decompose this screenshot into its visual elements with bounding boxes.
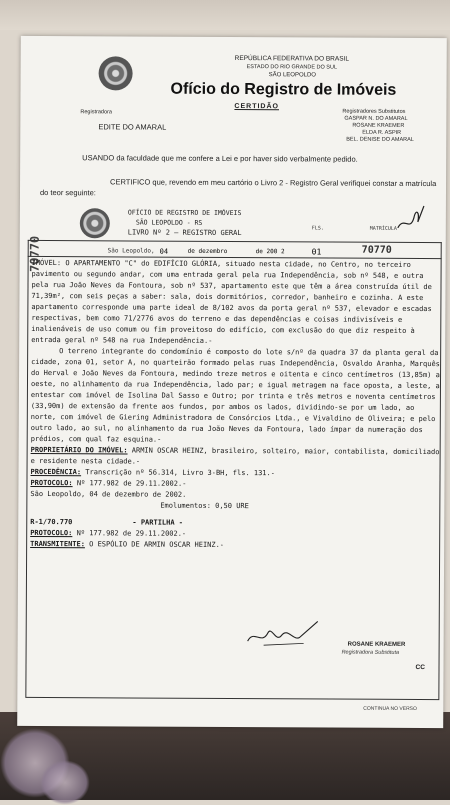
date-year: de 200 2 bbox=[255, 248, 285, 256]
owner-text: ARMIN OSCAR HEINZ, brasileiro, solteiro, maior, contabilista, domiciliado e residente nesta cidade.- bbox=[30, 446, 440, 466]
brazil-coat-of-arms-icon bbox=[99, 56, 133, 90]
r1-label: R-1/70.770 bbox=[30, 517, 73, 527]
procedencia-text: Transcrição nº 56.314, Livro 3-BH, fls. 131.- bbox=[85, 468, 275, 478]
intro-line-1: USANDO da faculdade que me confere a Lei e por haver sido verbalmente pedido. bbox=[82, 153, 358, 164]
property-description: IMÓVEL: O APARTAMENTO "C" do EDIFÍCIO GLÓRIA, situado nesta cidade, no Centro, no terceiro pavimento ou segundo andar, com uma entrada geral pela rua Independência, sob nº 548, e outra pela rua João Neves da Fontoura, sob nº 537, apartamento este que têm a área construída útil de 71,39m², com seis peças a saber: sala, dois dormitórios, corredor, banheiro e cozinha. A este apartamento corresponde uma parte ideal de 8/102 avos da porta geral nº 537, elevador e escadas respectivas, bem como 71/2776 avos do terreno e das dependências e coisas indivisíveis e inalienáveis de uso comum ou fim proveitoso do edifício, com exclusão do que diz respeito à entrada geral nº 548 na rua Independência.- bbox=[31, 258, 432, 345]
registrar-label: Registradora bbox=[80, 109, 112, 116]
fls-label: FLS. bbox=[311, 225, 324, 232]
substitute-name: ELDA R. ASPIR bbox=[362, 129, 402, 136]
protocolo-label: PROTOCOLO: bbox=[30, 478, 73, 488]
initials-signature bbox=[390, 198, 430, 238]
land-description: O terreno integrante do condomínio é composto do lote s/nº da quadra 37 da planta geral da cidade, zona 01, setor A, no quarteirão formado pelas ruas Independência, Osvaldo Aranha, Marquês do Herval e João Neves da Fontoura, medindo treze metros e oitenta e cinco centímetros (13,85m) a oeste, no alinhamento da rua Independência, lado par; e igual metragem na face oposta, a leste, a entestar com imóvel de Isolina Dal Sasso e Outro; por trinta e três metros e noventa centímetros (33,90m) de extensão da frente aos fundos, por ambos os lados, dividindo-se por um lado, ao norte, com imóvel de Giering Administradora de Consórcios Ltda., e Vivaldino de Oliveira; e pelo outro lado, ao sul, no alinhamento da rua João Neves da Fontoura, lado ímpar da numeração dos prédios, com qual faz esquina.- bbox=[30, 347, 440, 444]
date-month: de dezembro bbox=[187, 247, 228, 255]
office-title: Ofício do Registro de Imóveis bbox=[170, 80, 397, 99]
cc-mark: CC bbox=[415, 663, 425, 672]
owner-label: PROPRIETÁRIO DO IMÓVEL: bbox=[30, 445, 128, 455]
fls-value: 01 bbox=[311, 247, 322, 257]
date-line: São Leopoldo, 04 de dezembro de 2002. bbox=[30, 489, 187, 499]
city-name: SÃO LEOPOLDO bbox=[268, 72, 316, 79]
coat-of-arms-icon bbox=[80, 208, 110, 238]
emolumentos-line: Emolumentos: 0,50 URE bbox=[160, 501, 249, 511]
record-body bbox=[30, 258, 442, 552]
date-day: 04 bbox=[159, 247, 169, 256]
substitute-name: ROSANE KRAEMER bbox=[352, 122, 405, 129]
signer-role: Registradora Substituta bbox=[341, 649, 400, 656]
substitute-name: GASPAR N. DO AMARAL bbox=[344, 115, 408, 122]
registry-office: OFÍCIO DE REGISTRO DE IMÓVEIS bbox=[127, 208, 242, 218]
procedencia-label: PROCEDÊNCIA: bbox=[30, 467, 82, 477]
intro-text bbox=[40, 152, 440, 165]
partilha-label: - PARTILHA - bbox=[132, 518, 184, 527]
signature bbox=[244, 615, 324, 653]
intro-line-2: CERTIFICO que, revendo em meu cartório o Livro 2 - Registro Geral verifiquei constar a matrícula do teor seguinte: bbox=[39, 177, 437, 198]
transmitente-line bbox=[30, 539, 440, 552]
substitute-name: BEL. DENISE DO AMARAL bbox=[346, 136, 414, 143]
side-matricula-number: 70770 bbox=[27, 235, 42, 273]
owner-line bbox=[31, 445, 441, 469]
background-top bbox=[0, 0, 450, 30]
protocolo2-label: PROTOCOLO: bbox=[30, 528, 73, 538]
protocolo2-text: Nº 177.982 de 29.11.2002.- bbox=[76, 529, 187, 538]
protocolo-text: Nº 177.982 de 29.11.2002.- bbox=[76, 479, 187, 488]
flower-decoration bbox=[40, 760, 90, 805]
matricula-label: MATRÍCULA bbox=[369, 225, 397, 232]
certifico-text bbox=[40, 176, 440, 200]
registry-city: SÃO LEOPOLDO - RS bbox=[135, 218, 203, 227]
signer-name: ROSANE KRAEMER bbox=[347, 641, 406, 648]
substitutes-label: Registradores Substitutos bbox=[342, 108, 406, 115]
certidao-label: CERTIDÃO bbox=[234, 103, 280, 111]
country-name: REPÚBLICA FEDERATIVA DO BRASIL bbox=[234, 55, 349, 63]
registrar-name: EDITE DO AMARAL bbox=[98, 122, 167, 132]
continua-note: CONTINUA NO VERSO bbox=[363, 705, 417, 712]
matricula-value: 70770 bbox=[361, 244, 392, 256]
header-divider bbox=[28, 240, 442, 259]
certificate-page bbox=[17, 36, 447, 728]
transmitente-label: TRANSMITENTE: bbox=[30, 539, 85, 549]
date-place-label: São Leopoldo, bbox=[107, 247, 155, 255]
transmitente-text: O ESPÓLIO DE ARMIN OSCAR HEINZ.- bbox=[89, 540, 225, 549]
registry-book: LIVRO Nº 2 — REGISTRO GERAL bbox=[127, 228, 242, 238]
state-name: ESTADO DO RIO GRANDE DO SUL bbox=[246, 64, 338, 71]
